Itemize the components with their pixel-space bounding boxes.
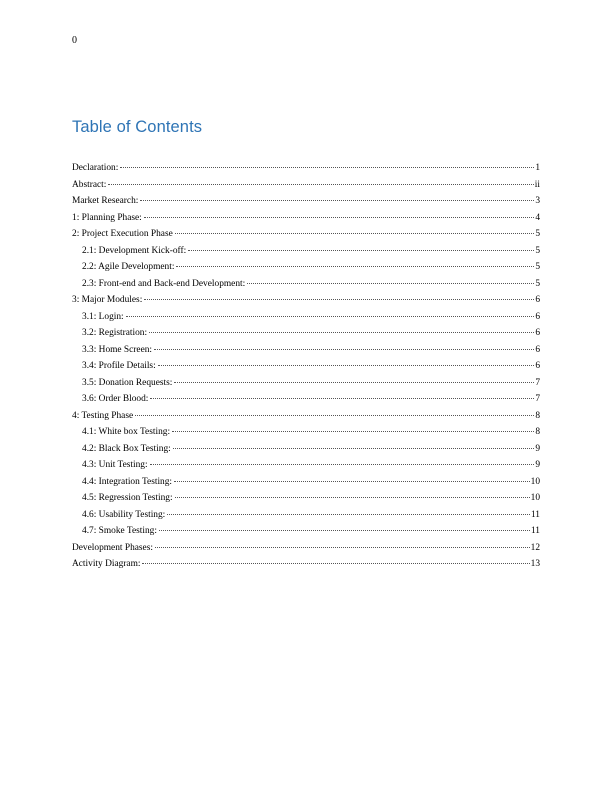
toc-entry-page-number: 5 bbox=[535, 262, 540, 272]
toc-entry-page-number: 8 bbox=[535, 410, 540, 421]
toc-entry-title: 3.6: Order Blood: bbox=[82, 394, 149, 404]
toc-entry-page-number: 3 bbox=[535, 196, 540, 206]
toc-entry-title: 4.3: Unit Testing: bbox=[82, 460, 148, 470]
toc-dot-leader bbox=[108, 184, 533, 185]
toc-entry[interactable] bbox=[72, 410, 540, 427]
toc-entry-page-number: 1 bbox=[535, 163, 540, 173]
toc-entry-page-number: ii bbox=[534, 179, 540, 190]
toc-entry-title: 3.4: Profile Details: bbox=[82, 361, 156, 371]
toc-entry[interactable] bbox=[72, 542, 540, 559]
toc-entry-page-number: 10 bbox=[530, 493, 540, 503]
toc-entry-title: 4.2: Black Box Testing: bbox=[82, 443, 171, 454]
toc-entry-page-number: 9 bbox=[535, 443, 540, 454]
toc-entry-title: 4.7: Smoke Testing: bbox=[82, 526, 157, 536]
toc-dot-leader bbox=[174, 481, 530, 482]
toc-entry[interactable] bbox=[72, 360, 540, 377]
toc-entry[interactable] bbox=[72, 426, 540, 443]
toc-dot-leader bbox=[150, 398, 534, 399]
toc-dot-leader bbox=[144, 217, 535, 218]
toc-entry[interactable] bbox=[72, 261, 540, 278]
toc-entry[interactable] bbox=[72, 311, 540, 328]
toc-dot-leader bbox=[135, 415, 534, 416]
toc-dot-leader bbox=[150, 464, 535, 465]
toc-dot-leader bbox=[144, 299, 534, 300]
toc-dot-leader bbox=[167, 514, 530, 515]
toc-entry-title: 1: Planning Phase: bbox=[72, 212, 142, 223]
toc-entry-title: 2.2: Agile Development: bbox=[82, 262, 175, 272]
toc-entry-page-number: 6 bbox=[535, 344, 540, 355]
toc-entry[interactable] bbox=[72, 459, 540, 476]
toc-entry-title: Abstract: bbox=[72, 179, 107, 190]
toc-entry-title: 4.1: White box Testing: bbox=[82, 427, 171, 437]
toc-entry[interactable] bbox=[72, 476, 540, 493]
toc-entry-title: Development Phases: bbox=[72, 542, 153, 553]
toc-entry-title: 4.4: Integration Testing: bbox=[82, 476, 173, 487]
toc-entry-title: 2: Project Execution Phase bbox=[72, 229, 173, 239]
toc-entry-title: 4.5: Regression Testing: bbox=[82, 493, 173, 503]
toc-dot-leader bbox=[175, 497, 530, 498]
toc-dot-leader bbox=[188, 250, 534, 251]
toc-entry-page-number: 10 bbox=[530, 476, 540, 487]
toc-entry-page-number: 5 bbox=[535, 278, 540, 289]
toc-entry[interactable] bbox=[72, 377, 540, 394]
header-page-number: 0 bbox=[72, 35, 77, 46]
toc-dot-leader bbox=[120, 167, 534, 168]
toc-entry[interactable] bbox=[72, 212, 540, 229]
toc-entry-page-number: 6 bbox=[535, 311, 540, 322]
toc-dot-leader bbox=[176, 266, 534, 267]
toc-entry[interactable] bbox=[72, 245, 540, 262]
toc-entry-title: 2.1: Development Kick-off: bbox=[82, 245, 187, 256]
toc-entry-page-number: 6 bbox=[535, 328, 540, 338]
table-of-contents bbox=[72, 162, 540, 575]
toc-dot-leader bbox=[154, 349, 534, 350]
toc-entry[interactable] bbox=[72, 195, 540, 212]
toc-entry-page-number: 7 bbox=[535, 377, 540, 388]
toc-entry-title: Activity Diagram: bbox=[72, 559, 141, 569]
toc-entry-title: 4: Testing Phase bbox=[72, 410, 134, 421]
toc-entry[interactable] bbox=[72, 509, 540, 526]
toc-entry[interactable] bbox=[72, 327, 540, 344]
toc-entry[interactable] bbox=[72, 525, 540, 542]
toc-entry-title: 3.2: Registration: bbox=[82, 328, 148, 338]
toc-entry[interactable] bbox=[72, 393, 540, 410]
toc-entry[interactable] bbox=[72, 162, 540, 179]
toc-dot-leader bbox=[155, 547, 530, 548]
toc-entry-title: 3.1: Login: bbox=[82, 311, 124, 322]
toc-entry-title: 2.3: Front-end and Back-end Development: bbox=[82, 278, 246, 289]
toc-dot-leader bbox=[126, 316, 535, 317]
toc-entry[interactable] bbox=[72, 228, 540, 245]
toc-entry-title: 3.3: Home Screen: bbox=[82, 344, 153, 355]
toc-entry-page-number: 5 bbox=[535, 245, 540, 256]
toc-dot-leader bbox=[173, 448, 535, 449]
toc-entry[interactable] bbox=[72, 294, 540, 311]
toc-dot-leader bbox=[159, 530, 530, 531]
toc-entry[interactable] bbox=[72, 344, 540, 361]
toc-entry-page-number: 4 bbox=[535, 212, 540, 223]
toc-entry-page-number: 9 bbox=[535, 460, 540, 470]
toc-entry-page-number: 11 bbox=[530, 526, 540, 536]
toc-entry-title: 4.6: Usability Testing: bbox=[82, 509, 166, 520]
toc-entry-page-number: 6 bbox=[535, 295, 540, 305]
toc-entry[interactable] bbox=[72, 558, 540, 575]
toc-entry-page-number: 8 bbox=[535, 427, 540, 437]
toc-entry-title: Declaration: bbox=[72, 163, 119, 173]
toc-entry-title: Market Research: bbox=[72, 196, 139, 206]
toc-dot-leader bbox=[149, 332, 534, 333]
toc-entry[interactable] bbox=[72, 492, 540, 509]
toc-dot-leader bbox=[175, 233, 535, 234]
toc-title: Table of Contents bbox=[72, 118, 203, 136]
toc-entry-page-number: 6 bbox=[535, 361, 540, 371]
toc-dot-leader bbox=[174, 382, 534, 383]
toc-dot-leader bbox=[158, 365, 535, 366]
toc-entry-page-number: 5 bbox=[535, 229, 540, 239]
toc-entry-page-number: 7 bbox=[535, 394, 540, 404]
toc-dot-leader bbox=[142, 563, 529, 564]
toc-entry[interactable] bbox=[72, 179, 540, 196]
toc-dot-leader bbox=[172, 431, 534, 432]
toc-entry-page-number: 12 bbox=[530, 542, 540, 553]
toc-entry-title: 3.5: Donation Requests: bbox=[82, 377, 173, 388]
toc-entry-title: 3: Major Modules: bbox=[72, 295, 143, 305]
toc-dot-leader bbox=[140, 200, 534, 201]
toc-entry-page-number: 13 bbox=[530, 559, 540, 569]
toc-entry[interactable] bbox=[72, 278, 540, 295]
toc-dot-leader bbox=[247, 283, 534, 284]
toc-entry[interactable] bbox=[72, 443, 540, 460]
toc-entry-page-number: 11 bbox=[530, 509, 540, 520]
